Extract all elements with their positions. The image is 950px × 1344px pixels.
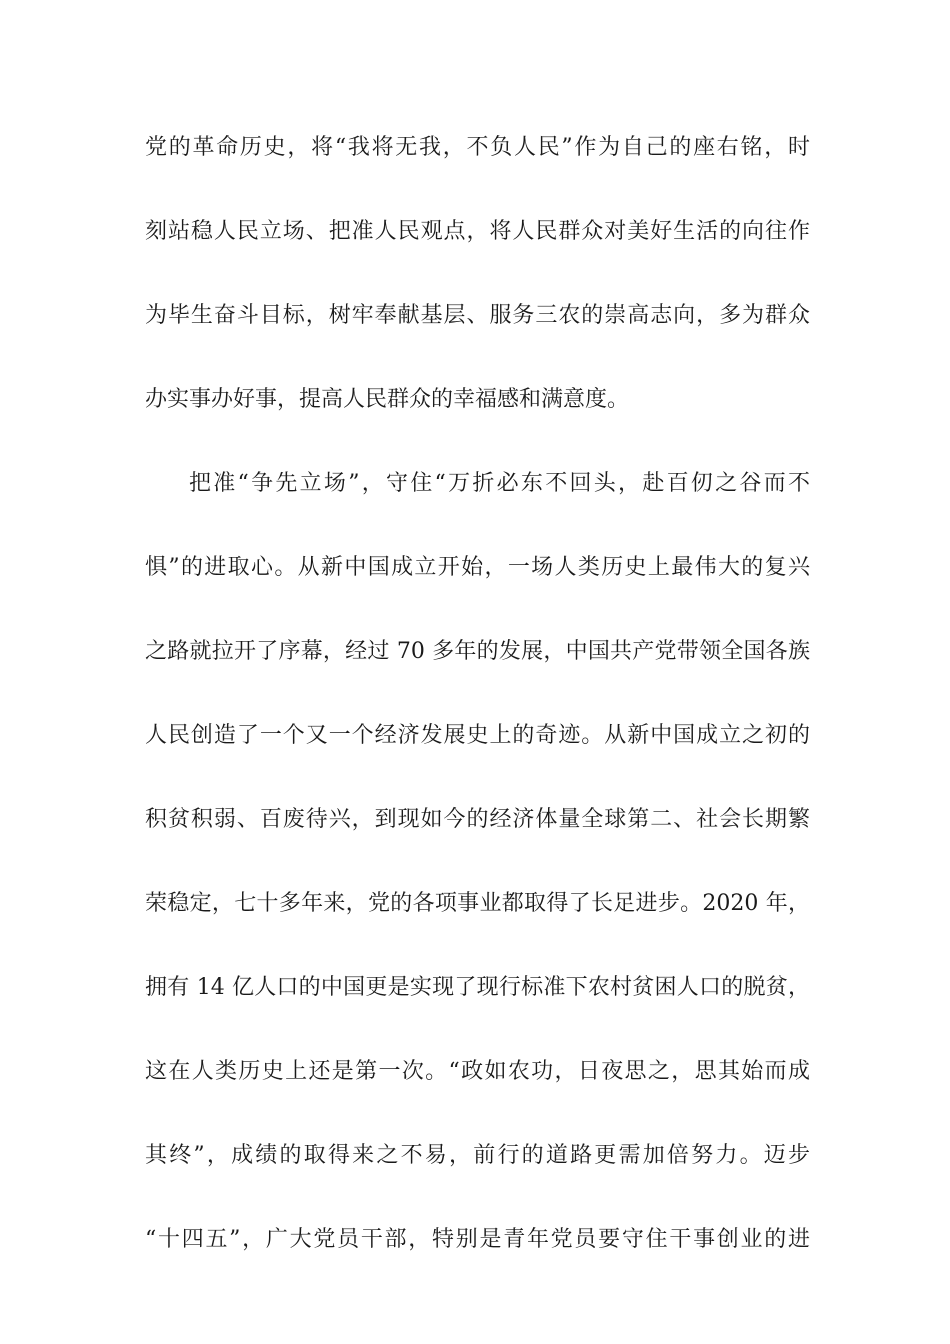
text-line: 党的革命历史，将“我将无我，不负人民”作为自己的座右铭，时 (145, 135, 810, 160)
text-line: 把准“争先立场”，守住“万折必东不回头，赴百仞之谷而不 (189, 471, 810, 496)
paragraph-2 (145, 468, 810, 1256)
text-line: 惧”的进取心。从新中国成立开始，一场人类历史上最伟大的复兴 (145, 555, 810, 580)
text-line: 这在人类历史上还是第一次。“政如农功，日夜思之，思其始而成 (145, 1059, 810, 1084)
body-text (145, 132, 810, 1308)
text-line: 其终”，成绩的取得来之不易，前行的道路更需加倍努力。迈步 (145, 1143, 810, 1168)
text-line: 刻站稳人民立场、把准人民观点，将人民群众对美好生活的向往作 (145, 219, 810, 244)
text-line: 积贫积弱、百废待兴，到现如今的经济体量全球第二、社会长期繁 (145, 807, 810, 832)
text-line: “十四五”，广大党员干部，特别是青年党员要守住干事创业的进 (145, 1227, 810, 1252)
text-line: 荣稳定，七十多年来，党的各项事业都取得了长足进步。2020 年， (145, 891, 810, 916)
text-line: 为毕生奋斗目标，树牢奉献基层、服务三农的崇高志向，多为群众 (145, 303, 810, 328)
text-line: 人民创造了一个又一个经济发展史上的奇迹。从新中国成立之初的 (145, 723, 810, 748)
paragraph-1 (145, 132, 810, 416)
text-line: 办实事办好事，提高人民群众的幸福感和满意度。 (145, 387, 630, 412)
text-line: 之路就拉开了序幕，经过 70 多年的发展，中国共产党带领全国各族 (145, 639, 810, 664)
text-line: 拥有 14 亿人口的中国更是实现了现行标准下农村贫困人口的脱贫， (145, 975, 810, 1000)
